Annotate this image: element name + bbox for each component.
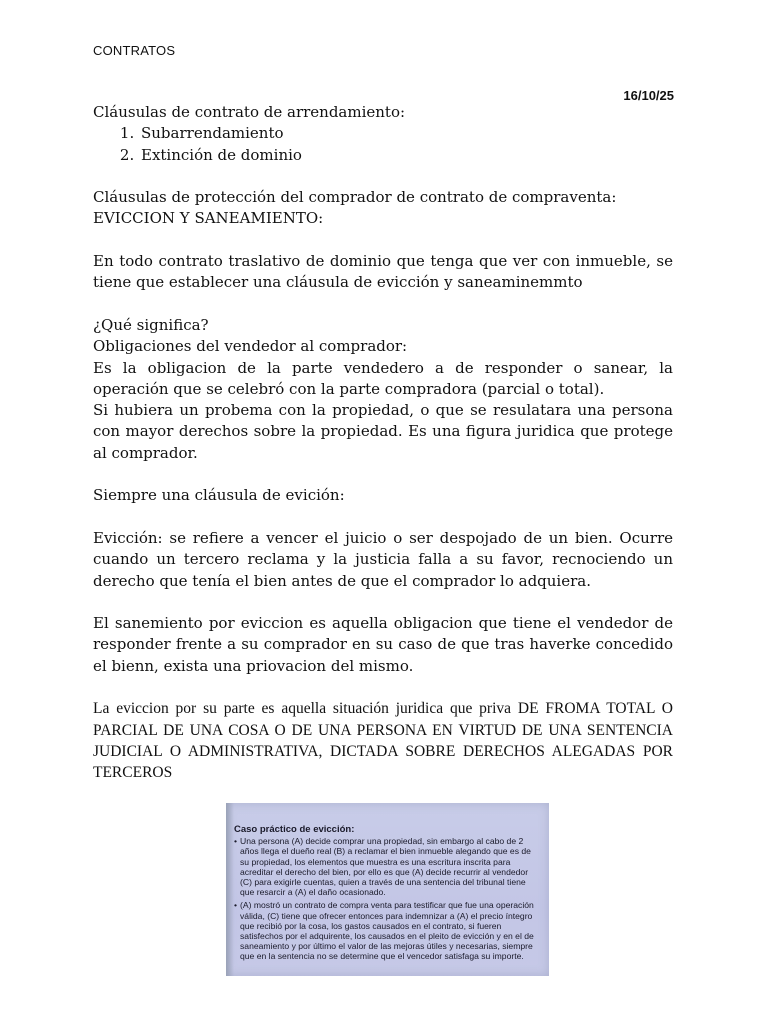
bullet-icon: • [234,900,238,911]
paragraph-arrendamiento: Cláusulas de contrato de arrendamiento: [93,103,406,121]
paragraph-siempre-clausula: Siempre una cláusula de evición: [93,486,345,505]
photo-bullet-item [234,836,537,897]
paragraph-que-significa: ¿Qué significa? [93,315,209,334]
paragraph-eviccion-situacion: La eviccion por su parte es aquella situación juridica que priva DE FROMA TOTAL O PARCIAL DE UNA COSA O DE UNA PERSONA EN VIRTUD DE UNA SENTENCIA JUDICIAL O ADMINISTRATIVA, DICTADA SOBRE DERECHOS ALEGADAS POR TERCEROS [93,700,673,782]
paragraph-obligacion-definicion: Es la obligacion de la parte vendedero a de responder o sanear, la operación que se celebró con la parte compradora (parcial o total). [93,358,673,398]
photo-bullet-text: (A) mostró un contrato de compra venta para testificar que fue una operación válida, (C) tiene que ofrecer entonces para indemnizar a (A) el precio íntegro que recibió por la cosa, los gastos causados en el contrato, si fueren satisfechos por el adquirente, los causados en el pleito de evicción y en el de saneamiento y por último el valor de las mejoras útiles y necesarias, siempre que en la sentencia no se determine que el vencedor satisfaga su importe. [240,900,534,962]
list-item: 1. Subarrendamiento [139,123,673,144]
document-date: 16/10/25 [623,88,674,103]
paragraph-proteccion: Cláusulas de protección del comprador de contrato de compraventa: [93,188,617,207]
paragraph-problema-propiedad: Si hubiera un probema con la propiedad, o que se resulatara una persona con mayor derechos sobre la propiedad. Es una figura juridica que protege al comprador. [93,401,673,462]
paragraph-obligaciones: Obligaciones del vendedor al comprador: [93,337,408,356]
paragraph-saneamiento: El sanemiento por eviccion es aquella obligacion que tiene el vendedor de responder frente a su comprador en su caso de que tras haverke concedido el bienn, exista una priovacion del mismo. [93,614,673,675]
document-body [93,102,673,784]
photo-title: Caso práctico de evicción: [234,824,355,835]
paragraph-eviccion-heading: EVICCION Y SANEAMIENTO: [93,209,324,228]
paragraph-eviccion-definicion: Evicción: se refiere a vencer el juicio o ser despojado de un bien. Ocurre cuando un tercero reclama y la justicia falla a su favor, recnociendo un derecho que tenía el bien antes de que el comprador lo adquiera. [93,528,673,590]
numbered-list [93,123,673,166]
photo-bullet-item [234,900,537,961]
case-study-photo [226,803,549,976]
document-header-title: CONTRATOS [93,43,176,58]
list-item: 2. Extinción de dominio [139,145,673,166]
photo-bullet-text: Una persona (A) decide comprar una propiedad, sin embargo al cabo de 2 años llega el dueño real (B) a reclamar el bien inmueble alegando que es de su propiedad, los elementos que muestra es una escritura inscrita para acreditar el derecho del bien, por ello es que (A) decide recurrir al vendedor (C) para exigirle cuentas, quien a través de una sentencia del tribunal tiene que resarcir a (A) el daño ocasionado. [240,836,531,898]
paragraph-contrato-traslativo: En todo contrato traslativo de dominio que tenga que ver con inmueble, se tiene que establecer una cláusula de evicción y saneaminemmto [93,252,673,292]
bullet-icon: • [234,836,238,847]
